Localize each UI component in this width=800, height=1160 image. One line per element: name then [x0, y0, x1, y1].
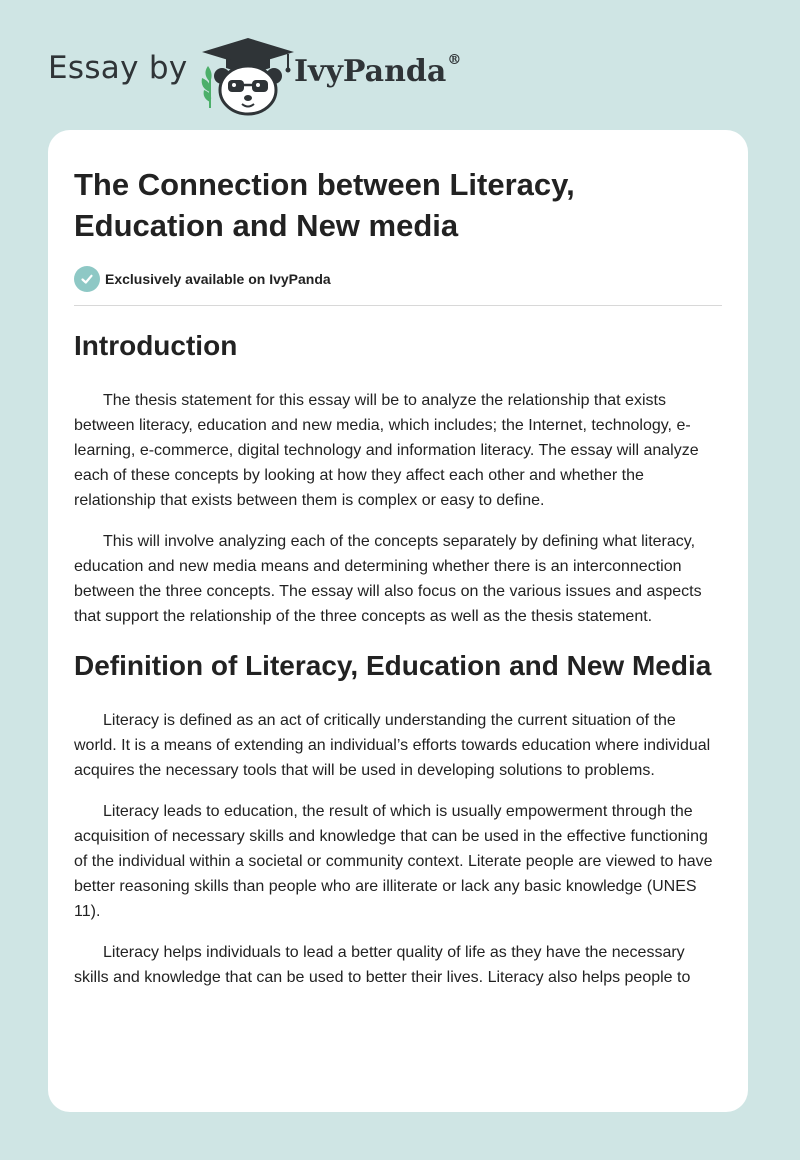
paragraph: This will involve analyzing each of the concepts separately by defining what literacy, education and new media means and determining whether there is an interconnection between the three concepts. The essay will also focus on the various issues and aspects that support the relationship of the three concepts as well as the thesis statement.: [74, 533, 702, 625]
paragraph: The thesis statement for this essay will be to analyze the relationship that exists between literacy, education and new media, which includes; the Internet, technology, e-learning, e-commerce, digital technology and information literacy. The essay will analyze each of these concepts by looking at how they affect each other and whether the relationship that exists between them is complex or easy to define.: [74, 392, 699, 509]
site-header: [48, 28, 748, 118]
essay-by-label: Essay by: [48, 50, 188, 86]
section-heading-introduction: Introduction: [74, 330, 238, 361]
title-divider: [74, 305, 722, 306]
exclusive-badge: [74, 266, 722, 292]
brand-text: IvyPanda: [294, 54, 447, 89]
panda-graduate-logo-icon[interactable]: [200, 34, 296, 116]
registered-mark: ®: [447, 52, 462, 68]
check-icon: [74, 266, 100, 292]
essay-card: [48, 130, 748, 1112]
paragraph: Literacy is defined as an act of critically understanding the current situation of the world. It is a means of extending an individual’s efforts towards education where individual acquires the necessary tools that will be used in developing solutions to problems.: [74, 712, 711, 779]
essay-content: [74, 164, 722, 990]
paragraph: Literacy helps individuals to lead a better quality of life as they have the necessary skills and knowledge that can be used to better their lives. Literacy also helps people to: [74, 944, 691, 986]
essay-title: The Connection between Literacy, Education and New media: [74, 167, 575, 243]
section-heading-definition: Definition of Literacy, Education and New Media: [74, 650, 712, 681]
paragraph: Literacy leads to education, the result of which is usually empowerment through the acquisition of necessary skills and knowledge that can be used in the effective functioning of the individual within a societal or community context. Literate people are viewed to have better reasoning skills than people who are illiterate or lack any basic knowledge (UNES 11).: [74, 803, 713, 920]
exclusive-badge-text: Exclusively available on IvyPanda: [105, 271, 331, 287]
brand-name[interactable]: [294, 54, 461, 89]
